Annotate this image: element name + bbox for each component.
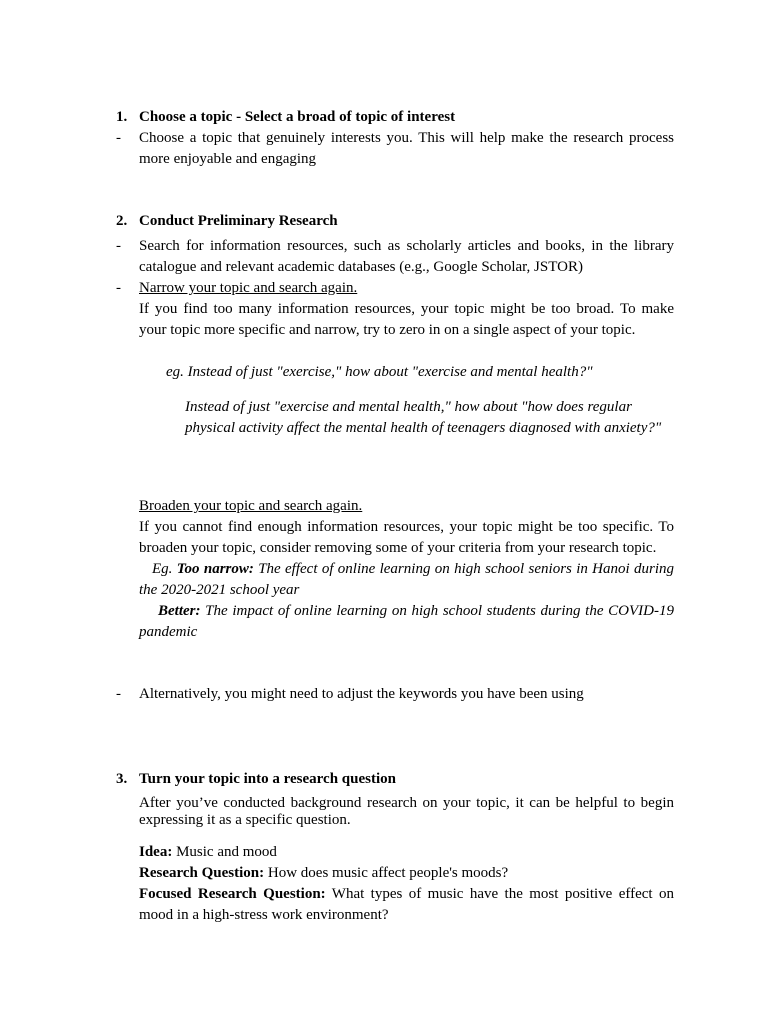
idea-label: Idea: — [139, 844, 173, 860]
research-question-text: How does music affect people's moods? — [267, 865, 509, 881]
too-narrow-label: Too narrow: — [176, 561, 254, 577]
research-question-line — [139, 863, 508, 884]
narrow-example-1: eg. Instead of just "exercise," how about "exercise and mental health?" — [166, 364, 593, 380]
bullet-dash: - — [116, 686, 121, 702]
section-3-title: Turn your topic into a research question — [139, 771, 396, 787]
bullet-dash: - — [116, 238, 121, 254]
section-3-number: 3. — [116, 771, 128, 787]
broaden-paragraph: If you cannot find enough information resources, your topic might be too specific. To broaden your topic, consider removing some of your criteria from your research topic. — [139, 519, 674, 556]
too-narrow-example — [139, 559, 674, 601]
focused-question-label: Focused Research Question: — [139, 886, 326, 902]
section-2-bullet-1: Search for information resources, such as scholarly articles and books, in the library catalogue and relevant academic databases (e.g., Google Scholar, JSTOR) — [139, 238, 674, 275]
narrow-heading: Narrow your topic and search again. — [139, 280, 358, 296]
better-example — [139, 601, 674, 643]
section-2-number: 2. — [116, 213, 128, 229]
better-text: The impact of online learning on high school students during the COVID-19 pandemic — [139, 603, 674, 640]
section-1-title: Choose a topic - Select a broad of topic of interest — [139, 109, 456, 125]
bullet-dash: - — [116, 130, 121, 146]
narrow-paragraph: If you find too many information resources, your topic might be too broad. To make your topic more specific and narrow, try to zero in on a single aspect of your topic. — [139, 301, 674, 338]
section-1-bullet: Choose a topic that genuinely interests you. This will help make the research process more enjoyable and engaging — [139, 130, 674, 167]
focused-question-text: What types of music have the most positive effect on mood in a high-stress work environment? — [139, 886, 674, 923]
research-question-label: Research Question: — [139, 865, 265, 881]
narrow-example-2: Instead of just "exercise and mental health," how about "how does regular physical activity affect the mental health of teenagers diagnosed with anxiety?" — [185, 399, 662, 436]
focused-question-line — [139, 884, 674, 926]
broaden-heading: Broaden your topic and search again. — [139, 498, 363, 514]
section-3-intro: After you’ve conducted background research on your topic, it can be helpful to begin expressing it as a specific question. — [139, 795, 674, 828]
idea-text: Music and mood — [176, 844, 277, 860]
section-2-bullet-3: Alternatively, you might need to adjust the keywords you have been using — [139, 686, 584, 702]
section-1-number: 1. — [116, 109, 128, 125]
too-narrow-text: The effect of online learning on high school seniors in Hanoi during the 2020-2021 school year — [139, 561, 675, 598]
bullet-dash: - — [116, 280, 121, 296]
idea-line — [139, 842, 277, 863]
better-label: Better: — [158, 603, 201, 619]
eg-prefix: Eg. — [152, 561, 173, 577]
section-2-title: Conduct Preliminary Research — [139, 213, 338, 229]
